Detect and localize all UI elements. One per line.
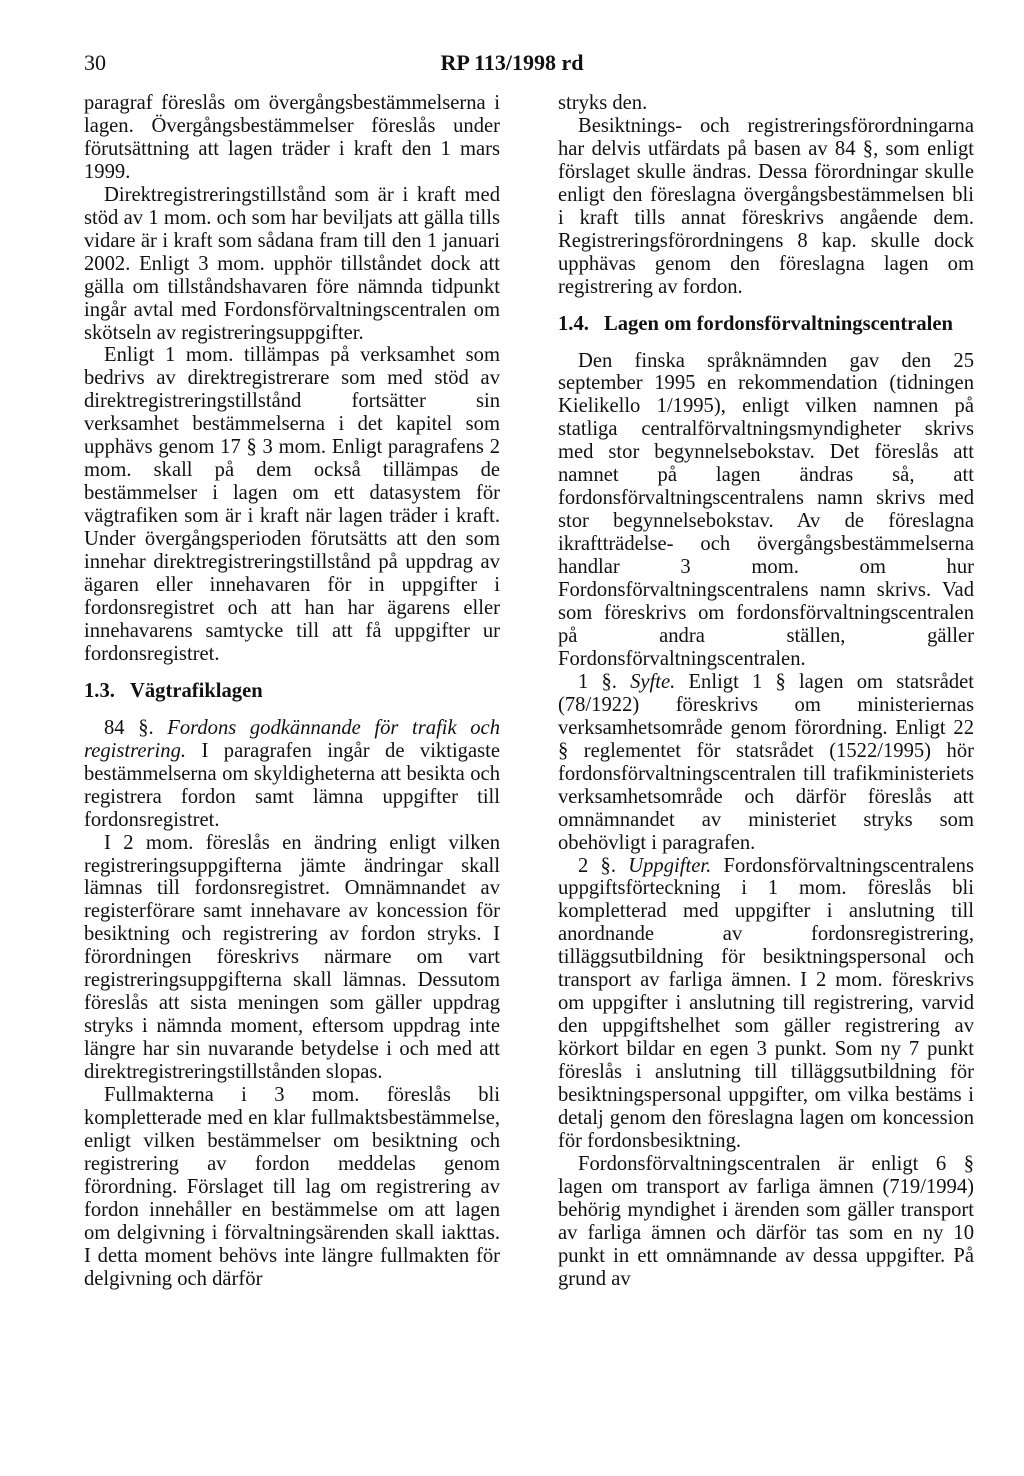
paragraph: Enligt 1 mom. tillämpas på verksamhet som bedrivs av direktregistrerare som med stöd av direktregistreringstillstånd fortsätter sin verksamhet bestämmelserna i det kapitel som upphävs genom 17 § 3 mom. Enligt paragrafens 2 mom. skall på dem också tillämpas de bestämmelser i lagen om ett datasystem för vägtrafiken som är i kraft när lagen träder i kraft. Under övergångsperioden förutsätts att den som innehar direktregistreringstillstånd på uppdrag av ägaren eller innehavaren för in uppgifter i fordonsregistret och att han har ägarens eller innehavarens samtycke till att få uppgifter ur fordonsregistret. xyxy=(84,344,500,665)
paragraph-lead: 1 §. xyxy=(578,670,631,693)
paragraph-italic-title: Syfte. xyxy=(630,670,689,693)
paragraph: Fullmakterna i 3 mom. föreslås bli kompletterade med en klar fullmaktsbestämmelse, enligt vilken bestämmelser om besiktning och registrering av fordon meddelas genom förordning. Förslaget till lag om registrering av fordon innehåller en bestämmelse om att lagen om delgivning i förvaltningsärenden skall iakttas. I detta moment behövs inte längre fullmakten för delgivning och därför xyxy=(84,1084,500,1290)
section-heading-1-3 xyxy=(84,680,500,703)
section-title: Vägtrafiklagen xyxy=(130,679,263,702)
paragraph xyxy=(558,855,974,1153)
section-heading-1-4 xyxy=(558,313,974,336)
paragraph-lead: 84 §. xyxy=(104,716,168,739)
section-number: 1.4. xyxy=(558,312,589,335)
paragraph xyxy=(84,717,500,832)
paragraph: Direktregistreringstillstånd som är i kraft med stöd av 1 mom. och som har beviljats att gälla tills vidare är i kraft som sådana fram till den 1 januari 2002. Enligt 3 mom. upphör tillståndet dock att gälla om tillståndshavaren före nämnda tidpunkt ingår avtal med Fordonsförvaltningscentralen om skötseln av registreringsuppgifter. xyxy=(84,183,500,344)
paragraph: I 2 mom. föreslås en ändring enligt vilken registreringsuppgifterna jämte ändringar skall lämnas till fordonsregistret. Omnämnandet av registerförare samt innehavare av koncession för besiktning och registrering av fordon stryks. I förordningen föreskrivs närmare om vart registreringsuppgifterna skall lämnas. Dessutom föreslås att sista meningen som gäller uppdrag stryks i nämnda moment, eftersom uppdrag inte längre har sin nuvarande betydelse i och med att direktregistreringstillstånden slopas. xyxy=(84,831,500,1084)
section-title: Lagen om fordonsförvaltningscentralen xyxy=(604,312,953,335)
page-number: 30 xyxy=(84,50,106,75)
paragraph-italic-title: Uppgifter. xyxy=(628,854,724,877)
right-column xyxy=(558,92,974,1291)
paragraph-body: I paragrafen ingår de viktigaste bestämmelserna om skyldigheterna att besikta och registrera fordon samt lämna uppgifter till fordonsregistret. xyxy=(84,739,500,831)
paragraph-lead: 2 §. xyxy=(578,854,629,877)
paragraph-body: Fordonsförvaltningscentralens uppgiftsförteckning i 1 mom. föreslås bli kompletterad med uppgifter i anslutning till anordnande av fordonsregistrering, tilläggsutbildning för besiktningspersonal och transport av farliga ämnen. I 2 mom. föreskrivs om uppgifter i anslutning till registrering, varvid den uppgiftshelhet som gäller registrering av körkort bildar en egen 3 punkt. Som ny 7 punkt föreslås i anslutning till tilläggsutbildning för besiktningspersonal uppgifter, om vilka bestäms i detalj genom den föreslagna lagen om koncession för fordonsbesiktning. xyxy=(558,854,974,1152)
paragraph-italic-title: Fordons godkännande för trafik och registrering. xyxy=(84,716,500,762)
running-title: RP 113/1998 rd xyxy=(440,50,584,75)
left-column xyxy=(84,92,500,1291)
paragraph: Fordonsförvaltningscentralen är enligt 6 § lagen om transport av farliga ämnen (719/1994) behörig myndighet i ärenden som gäller transport av farliga ämnen och därför tas som en ny 10 punkt in ett omnämnande av dessa uppgifter. På grund av xyxy=(558,1152,974,1290)
section-number: 1.3. xyxy=(84,679,115,702)
paragraph xyxy=(558,671,974,855)
paragraph: Besiktnings- och registreringsförordningarna har delvis utfärdats på basen av 84 §, som enligt förslaget skulle ändras. Dessa förordningar skulle enligt den föreslagna övergångsbestämmelsen bli i kraft tills annat föreskrivs angående dem. Registreringsförordningens 8 kap. skulle dock upphävas genom den föreslagna lagen om registrering av fordon. xyxy=(558,114,974,298)
paragraph: Den finska språknämnden gav den 25 september 1995 en rekommendation (tidningen Kielikello 1/1995), enligt vilken namnen på statliga centralförvaltningsmyndigheter skrivs med stor begynnelsebokstav. Det föreslås att namnet på lagen ändras så, att fordonsförvaltningscentralens namn skrivs med stor begynnelsebokstav. Av de föreslagna ikraftträdelse- och övergångsbestämmelserna handlar 3 mom. om hur Fordonsförvaltningscentralens namn skrivs. Vad som föreskrivs om fordonsförvaltningscentralen på andra ställen, gäller Fordonsförvaltningscentralen. xyxy=(558,349,974,670)
paragraph: paragraf föreslås om övergångsbestämmelserna i lagen. Övergångsbestämmelser föreslås under förutsättning att lagen träder i kraft den 1 mars 1999. xyxy=(84,92,500,183)
paragraph: stryks den. xyxy=(558,92,648,114)
paragraph-body: Enligt 1 § lagen om statsrådet (78/1922) föreskrivs om ministeriernas verksamhetsområde genom förordning. Enligt 22 § reglementet för statsrådet (1522/1995) hör fordonsförvaltningscentralen till trafikministeriets verksamhetsområde och därför föreslås att omnämnandet av ministeriet stryks som obehövligt i paragrafen. xyxy=(558,670,974,854)
